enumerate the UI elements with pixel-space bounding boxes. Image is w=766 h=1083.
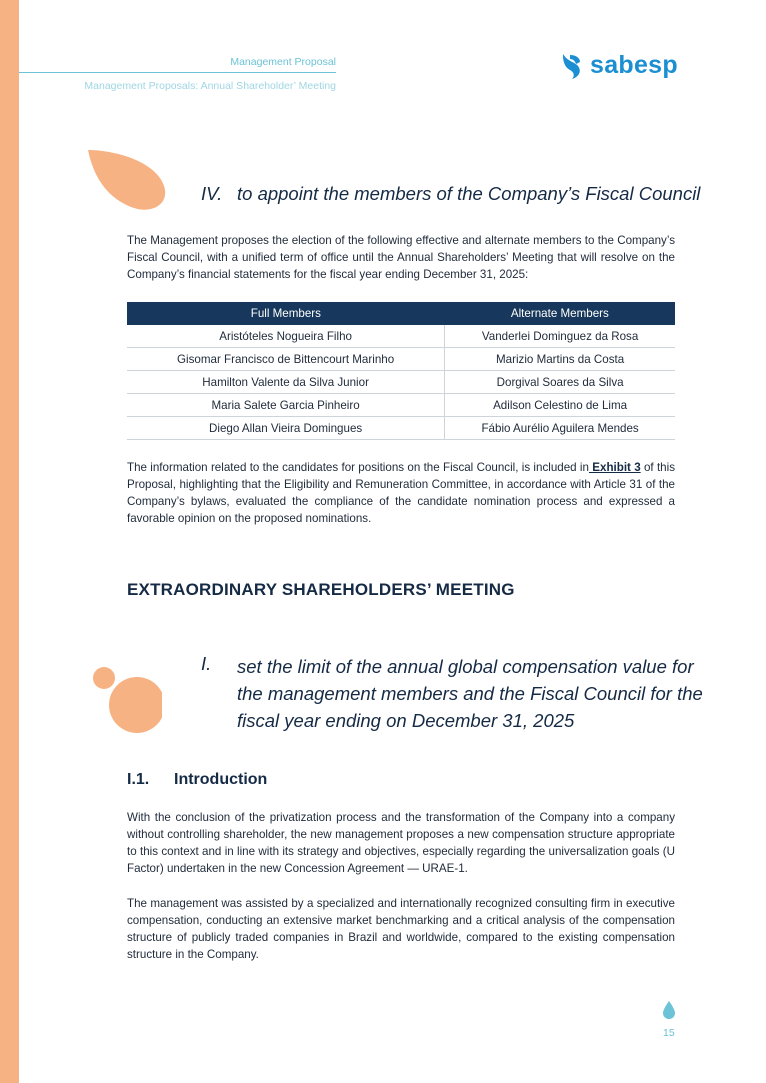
alternate-members-header: Alternate Members bbox=[445, 302, 675, 325]
alternate-member-cell: Vanderlei Dominguez da Rosa bbox=[445, 325, 675, 348]
table-row bbox=[127, 348, 675, 371]
table-row bbox=[127, 394, 675, 417]
side-accent-bar bbox=[0, 0, 19, 1083]
full-member-cell: Diego Allan Vieira Domingues bbox=[127, 417, 445, 440]
info-text-after: of this Proposal, highlighting that the Eligibility and Remuneration Committee, in accordance with Article 31 of the Company’s bylaws, evaluated the compliance of the candidate nomination process and expressed a favorable opinion on the proposed nominations. bbox=[127, 461, 675, 525]
info-text-before: The information related to the candidates for positions on the Fiscal Council, is included in bbox=[127, 461, 589, 474]
intro-paragraph-1: With the conclusion of the privatization process and the transformation of the Company into a company without controlling shareholder, the new management proposes a new compensation structure appropriate to this context and in line with its strategy and objectives, especially regarding the universalization goals (U Factor) undertaken in the new Concession Agreement — URAE-1. bbox=[127, 811, 675, 875]
table-row bbox=[127, 417, 675, 440]
alternate-member-cell: Marizio Martins da Costa bbox=[445, 348, 675, 371]
egm-heading: EXTRAORDINARY SHAREHOLDERS’ MEETING bbox=[127, 580, 515, 599]
sabesp-logo-text: sabesp bbox=[590, 51, 678, 79]
alternate-member-cell: Dorgival Soares da Silva bbox=[445, 371, 675, 394]
full-member-cell: Aristóteles Nogueira Filho bbox=[127, 325, 445, 348]
alternate-member-cell: Adilson Celestino de Lima bbox=[445, 394, 675, 417]
exhibit-3-link[interactable]: Exhibit 3 bbox=[588, 461, 641, 474]
table-row bbox=[127, 325, 675, 348]
section-i-number: I. bbox=[201, 653, 212, 674]
header-divider bbox=[19, 72, 336, 73]
header-title: Management Proposal bbox=[230, 56, 336, 68]
orange-circles-decoration bbox=[92, 663, 162, 743]
page-number: 15 bbox=[663, 1027, 675, 1039]
full-member-cell: Hamilton Valente da Silva Junior bbox=[127, 371, 445, 394]
section-iv-title: to appoint the members of the Company’s Fiscal Council bbox=[237, 183, 701, 204]
section-iv-number: IV. bbox=[201, 183, 223, 204]
candidates-info-paragraph bbox=[127, 459, 675, 527]
section-i-title bbox=[237, 653, 703, 734]
full-members-header: Full Members bbox=[127, 302, 445, 325]
sabesp-logo bbox=[558, 51, 678, 80]
full-member-cell: Gisomar Francisco de Bittencourt Marinho bbox=[127, 348, 445, 371]
fiscal-council-table bbox=[127, 302, 675, 440]
full-member-cell: Maria Salete Garcia Pinheiro bbox=[127, 394, 445, 417]
intro-section-title: Introduction bbox=[174, 771, 268, 788]
intro-paragraph-2: The management was assisted by a specialized and internationally recognized consulting firm in executive compensation, conducting an extensive market benchmarking and a critical analysis of the compensation structure of publicly traded companies in Brazil and worldwide, compared to the existing compensation structure in the Company. bbox=[127, 897, 675, 961]
table-row bbox=[127, 371, 675, 394]
sabesp-logo-icon bbox=[558, 52, 586, 80]
header-subtitle: Management Proposals: Annual Shareholder’ Meeting bbox=[84, 80, 336, 92]
intro-section-number: I.1. bbox=[127, 771, 150, 788]
alternate-member-cell: Fábio Aurélio Aguilera Mendes bbox=[445, 417, 675, 440]
orange-petal-decoration bbox=[86, 148, 176, 214]
water-drop-icon bbox=[663, 1001, 675, 1019]
section-i-title-line: set the limit of the annual global compensation value for bbox=[237, 656, 694, 677]
section-iv-intro: The Management proposes the election of the following effective and alternate members to the Company’s Fiscal Council, with a unified term of office until the Annual Shareholders’ Meeting that will resolve on the Company’s financial statements for the fiscal year ending December 31, 2025: bbox=[127, 234, 675, 281]
section-i-title-line: the management members and the Fiscal Council for the bbox=[237, 683, 703, 704]
table-header-row bbox=[127, 302, 675, 325]
section-i-title-line: fiscal year ending on December 31, 2025 bbox=[237, 710, 575, 731]
